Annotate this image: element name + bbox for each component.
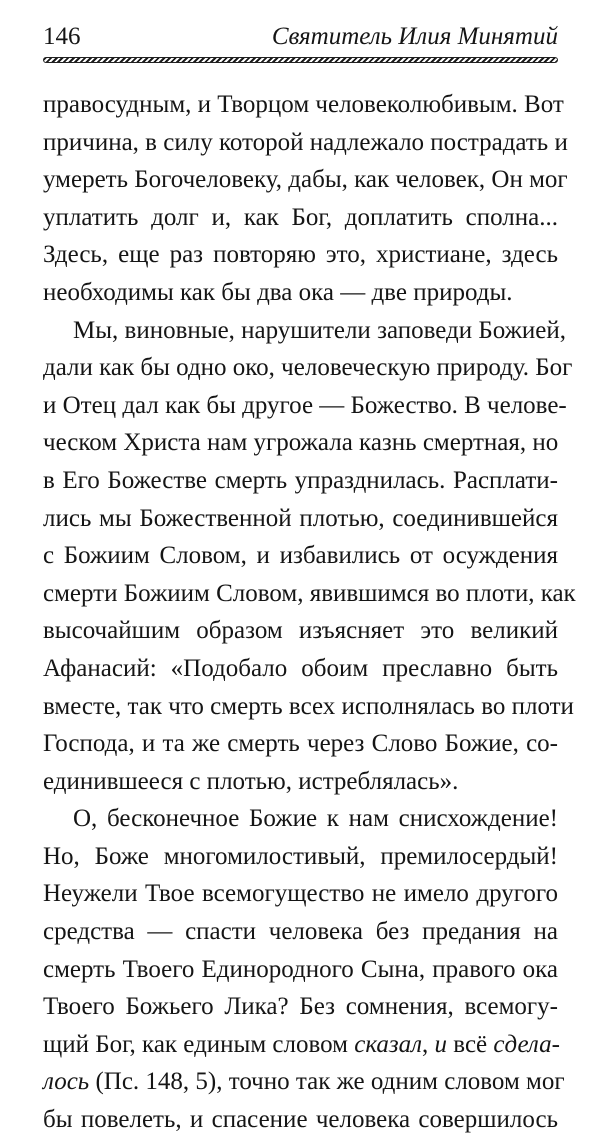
rope-ornament-divider — [43, 57, 558, 63]
italic-quote: сказал — [354, 1030, 423, 1058]
text-line: Твоего Божьего Лика? Без сомнения, всемогу- — [43, 993, 558, 1021]
running-title: Святитель Илия Минятий — [271, 23, 558, 50]
text-line: смерти Божиим Словом, явившимся во плоти, как — [43, 579, 576, 607]
body-text — [43, 86, 576, 1139]
text-line: в Его Божестве смерть упразднилась. Расплати- — [43, 466, 558, 494]
text-line: Неужели Твое всемогущество не имело другого — [43, 880, 558, 908]
text-line: Мы, виновные, нарушители заповеди Божией, — [73, 316, 566, 344]
text-run: всё — [447, 1030, 494, 1058]
italic-quote: сдела- — [493, 1030, 560, 1058]
text-line: средства — спасти человека без предания на — [43, 918, 558, 946]
italic-quote: лось — [43, 1068, 90, 1096]
text-line: Здесь, еще раз повторяю это, христиане, здесь — [43, 241, 558, 269]
page-number: 146 — [43, 23, 81, 50]
text-line-mixed — [43, 1026, 558, 1064]
text-line: уплатить долг и, как Бог, доплатить сполна... — [43, 203, 558, 231]
text-line-mixed — [43, 1063, 565, 1101]
text-line: Но, Боже многомилостивый, премилосердый! — [43, 842, 558, 870]
running-head — [43, 22, 558, 52]
text-line: вместе, так что смерть всех исполнялась во плоти — [43, 692, 574, 720]
italic-quote: и — [434, 1030, 448, 1058]
text-line: необходимы как бы два ока — две природы. — [43, 278, 513, 306]
text-run: щий Бог, как единым словом — [43, 1030, 355, 1058]
text-line: смерть Твоего Единородного Сына, правого ока — [43, 955, 558, 983]
text-line: причина, в силу которой надлежало пострадать и — [43, 128, 568, 156]
text-line: Афанасий: «Подобало обоим преславно быть — [43, 654, 558, 682]
text-line: О, бесконечное Божие к нам снисхождение! — [73, 805, 558, 833]
text-line: с Божиим Словом, и избавились от осуждения — [43, 542, 558, 570]
text-line: ческом Христа нам угрожала казнь смертная, но — [43, 429, 559, 457]
text-line: дали как бы одно око, человеческую природу. Бог — [43, 354, 573, 382]
text-line: умереть Богочеловеку, дабы, как человек, Он мог — [43, 166, 568, 194]
text-line: Господа, и та же смерть через Слово Божие, со- — [43, 730, 558, 758]
text-line: правосудным, и Творцом человеколюбивым. Вот — [43, 91, 564, 118]
text-line: лись мы Божественной плотью, соединившейся — [43, 504, 558, 532]
text-line: и Отец дал как бы другое — Божество. В челове- — [43, 391, 567, 419]
text-run: , — [422, 1030, 435, 1058]
text-line: высочайшим образом изъясняет это великий — [43, 617, 558, 645]
text-line: бы повелеть, и спасение человека совершилось — [43, 1106, 558, 1134]
scripture-reference: (Пс. 148, 5), точно так же одним словом мог — [89, 1068, 565, 1096]
text-line: единившееся с плотью, истреблялась». — [43, 767, 459, 795]
